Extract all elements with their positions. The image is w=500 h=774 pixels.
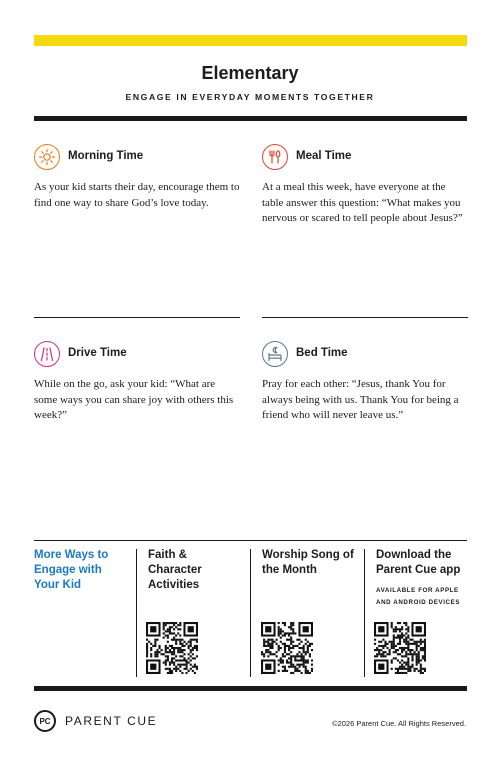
utensils-icon <box>262 144 288 170</box>
column-divider <box>250 549 251 677</box>
resources-divider <box>34 540 467 541</box>
section-title: Bed Time <box>296 347 348 359</box>
logo-mark-icon: PC <box>34 710 56 732</box>
footer-divider <box>34 686 467 691</box>
road-icon <box>34 341 60 367</box>
section-body: As your kid starts their day, encourage them to find one way to share God’s love today. <box>34 181 240 209</box>
section-bed-time <box>262 341 468 424</box>
brand-name: PARENT CUE <box>65 714 158 728</box>
page-subtitle: ENGAGE IN EVERYDAY MOMENTS TOGETHER <box>125 92 375 102</box>
qr-code-icon[interactable] <box>261 622 313 674</box>
header-divider <box>34 116 467 121</box>
more-ways-heading-block <box>34 548 130 594</box>
copyright-text: ©2026 Parent Cue. All Rights Reserved. <box>332 719 466 728</box>
divider <box>34 317 240 318</box>
resource-title: Faith & Character Activities <box>148 549 202 592</box>
resource-title: Download the Parent Cue app <box>376 549 461 577</box>
section-title: Morning Time <box>68 150 144 162</box>
section-meal-time <box>262 144 468 227</box>
divider <box>262 317 468 318</box>
resource-note: AVAILABLE FOR APPLE AND ANDROID DEVICES <box>376 587 461 607</box>
top-accent-bar <box>34 35 467 46</box>
column-divider <box>136 549 137 677</box>
resource-worship-song <box>262 548 354 578</box>
section-body: At a meal this week, have everyone at the table answer this question: “What makes you nervous or scared to tell people about Jesus?” <box>262 181 463 225</box>
page-title: Elementary <box>201 63 299 83</box>
resource-parent-cue-app <box>376 548 472 609</box>
section-body: While on the go, ask your kid: “What are some ways you can share joy with others this week?” <box>34 378 234 422</box>
section-title: Meal Time <box>296 150 352 162</box>
sun-icon <box>34 144 60 170</box>
column-divider <box>364 549 365 677</box>
section-morning-time <box>34 144 240 211</box>
section-body: Pray for each other: “Jesus, thank You for always being with us. Thank You for being a friend who will never leave us.” <box>262 378 459 422</box>
qr-code-icon[interactable] <box>146 622 198 674</box>
section-title: Drive Time <box>68 347 127 359</box>
section-drive-time <box>34 341 240 424</box>
bed-moon-icon <box>262 341 288 367</box>
resource-title: Worship Song of the Month <box>262 549 354 577</box>
qr-code-icon[interactable] <box>374 622 426 674</box>
resource-faith-activities <box>148 548 240 594</box>
more-ways-heading: More Ways to Engage with Your Kid <box>34 549 109 592</box>
